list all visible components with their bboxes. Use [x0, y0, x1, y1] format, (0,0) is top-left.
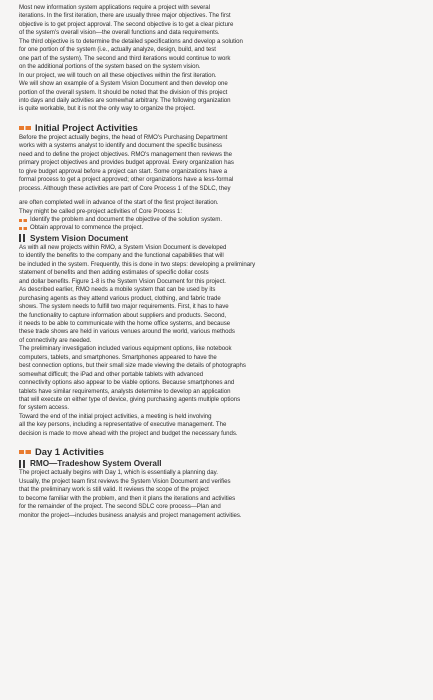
- text-line: decision is made to move ahead with the project and budget the necessary funds.: [19, 429, 238, 437]
- text-line: As with all new projects within RMO, a System Vision Document is developed: [19, 243, 227, 251]
- text-line: objective is to get project approval. The second objective is to get a clear picture: [19, 20, 234, 28]
- text-line: works with a systems analyst to identify and document the specific business: [19, 142, 223, 150]
- text-line: In our project, we will touch on all these objectives within the first iteration.: [19, 71, 217, 79]
- text-line: statement of benefits and then adding estimates of specific dollar costs: [19, 269, 209, 277]
- bullet-text: Identify the problem and document the objective of the solution system.: [30, 215, 223, 223]
- heading-text: Initial Project Activities: [35, 121, 138, 133]
- text-line: Toward the end of the initial project activities, a meeting is held involving: [19, 412, 212, 420]
- bullet-item: [19, 224, 421, 232]
- text-line: They might be called pre-project activities of Core Process 1:: [19, 207, 183, 215]
- text-line: As described earlier, RMO needs a mobile system that can be used by its: [19, 286, 216, 294]
- heading-text: Day 1 Activities: [35, 446, 104, 458]
- subheading-rmo-tradeshow-system: [19, 458, 421, 469]
- bullet-item: [19, 216, 421, 224]
- intro-paragraph: [19, 4, 421, 114]
- text-line: it needs to be able to communicate with the home office systems, and because: [19, 319, 231, 327]
- text-line: to become familiar with the problem, and then it plans the iterations and activities: [19, 494, 236, 502]
- text-line: computers, tablets, and smartphones. Smartphones appeared to have the: [19, 353, 217, 361]
- text-line: the functionality to capture information about suppliers and products. Second,: [19, 311, 227, 319]
- text-line: are often completed well in advance of the start of the first project iteration.: [19, 199, 219, 207]
- text-line: monitor the project—includes business analysis and project management activities.: [19, 511, 242, 519]
- heading-accent-icon: [19, 450, 31, 454]
- text-line: into days and daily activities are somewhat arbitrary. The following organization: [19, 96, 231, 104]
- text-line: best connection options, but their small size made viewing the details of photographs: [19, 362, 246, 370]
- bullet-marker-icon: [19, 219, 27, 222]
- text-line: purchasing agents as they attend various product, clothing, and fabric trade: [19, 294, 221, 302]
- day-1-paragraph: [19, 469, 421, 520]
- pre-project-bullets: [19, 216, 421, 233]
- text-line: for system access.: [19, 404, 70, 412]
- system-vision-paragraph: [19, 244, 421, 438]
- bullet-text: Obtain approval to commence the project.: [30, 224, 144, 232]
- text-line: We will show an example of a System Vision Document and then develop one: [19, 80, 228, 88]
- text-line: be included in the system. Frequently, this is done in two steps: developing a preliminary: [19, 260, 256, 268]
- text-line: to give budget approval before a project can start. Some organizations have a: [19, 167, 228, 175]
- text-line: that the preliminary work is still valid. It reviews the scope of the project: [19, 486, 209, 494]
- bullet-marker-icon: [19, 227, 27, 230]
- text-line: for one portion of the system (i.e., actually analyze, design, build, and test: [19, 46, 216, 54]
- pre-project-paragraph: [19, 199, 421, 216]
- text-line: these trade shows are held in various venues around the world, various methods: [19, 328, 235, 336]
- text-line: shows. The system needs to fulfill two major requirements. First, it has to have: [19, 303, 229, 311]
- text-line: for the remainder of the project. The second SDLC core process—Plan and: [19, 503, 221, 511]
- text-line: iterations. In the first iteration, there are usually three major objectives. The first: [19, 12, 231, 20]
- text-line: all the key persons, including a representative of executive management. The: [19, 421, 227, 429]
- text-line: Usually, the project team first reviews the System Vision Document and verifies: [19, 477, 231, 485]
- text-line: of the system's overall vision—the overall functions and data requirements.: [19, 29, 220, 37]
- subheading-text: RMO—Tradeshow System Overall: [30, 459, 162, 469]
- section-heading-system-vision-document: [19, 233, 421, 244]
- initial-activities-paragraph: [19, 134, 421, 193]
- text-line: formal process to get a project approved; other organizations have a less-formal: [19, 176, 234, 184]
- text-line: process. Although these activities are part of Core Process 1 of the SDLC, they: [19, 184, 231, 192]
- heading-accent-icon: [19, 126, 31, 130]
- section-heading-day-1-activities: [19, 446, 421, 458]
- text-line: portion of the overall system. It should be noted that the division of this project: [19, 88, 228, 96]
- text-line: tablets have similar requirements, analysts determine to develop an application: [19, 387, 231, 395]
- text-line: primary project objectives and provides budget approval. Every organization has: [19, 159, 234, 167]
- subheading-marker-icon: [19, 460, 25, 468]
- text-line: to identify the benefits to the company and the functional capabilities that will: [19, 252, 224, 260]
- subheading-text: System Vision Document: [30, 233, 129, 243]
- text-line: on the additional portions of the system based on the system vision.: [19, 63, 201, 71]
- text-line: connectivity options also appear to be viable options. Because smartphones and: [19, 379, 235, 387]
- section-heading-initial-project-activities: [19, 122, 421, 134]
- text-line: The third objective is to determine the detailed specifications and develop a solution: [19, 37, 243, 45]
- text-line: that will execute on either type of device, giving purchasing agents multiple options: [19, 396, 241, 404]
- text-line: The project actually begins with Day 1, which is essentially a planning day.: [19, 469, 218, 477]
- subheading-marker-icon: [19, 234, 25, 242]
- text-line: and dollar benefits. Figure 1-8 is the System Vision Document for this project.: [19, 277, 226, 285]
- text-line: need and to define the project objectives. RMO's management then reviews the: [19, 150, 233, 158]
- text-line: Most new information system applications require a project with several: [19, 4, 210, 11]
- text-line: one part of the system). The second and third iterations would continue to work: [19, 54, 231, 62]
- text-line: is quite workable, but it is not the only way to organize the project.: [19, 105, 196, 113]
- text-line: Before the project actually begins, the head of RMO's Purchasing Department: [19, 133, 228, 141]
- text-line: of connectivity are needed.: [19, 336, 92, 344]
- text-line: The preliminary investigation included various equipment options, like notebook: [19, 345, 232, 353]
- text-line: somewhat difficult; the iPad and other portable tablets with advanced: [19, 370, 204, 378]
